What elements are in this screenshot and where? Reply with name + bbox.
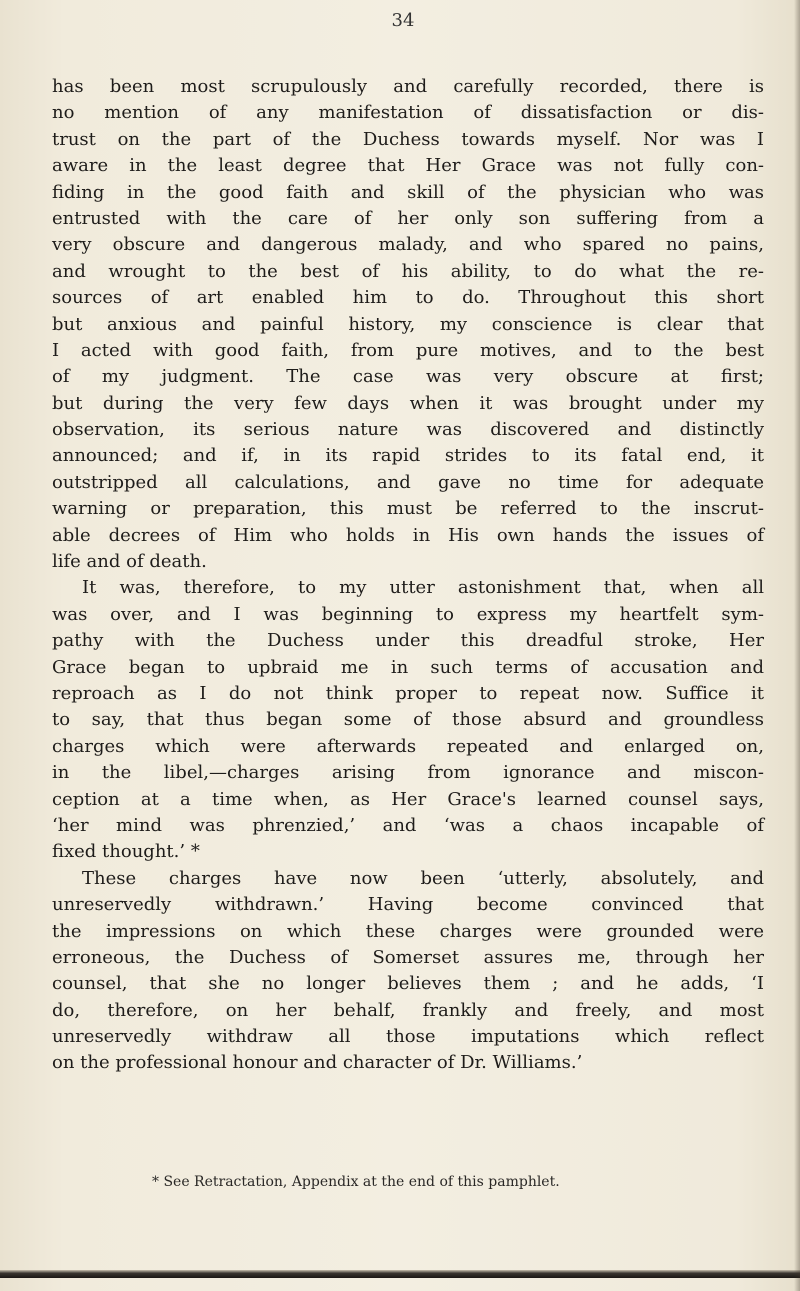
text-line: unreservedly withdrawn.’ Having become convinced that [52,894,764,916]
text-line: It was, therefore, to my utter astonishment that, when all [82,577,764,599]
page-number: 34 [391,10,415,31]
text-line: but during the very few days when it was brought under my [52,392,764,414]
text-line: in the libel,—charges arising from ignorance and miscon- [52,762,764,784]
text-line: of my judgment. The case was very obscure at first; [52,366,764,388]
text-line: I acted with good faith, from pure motives, and to the best [52,339,764,361]
page-bottom-edge [0,1270,800,1278]
page-right-edge [794,0,800,1291]
text-line: aware in the least degree that Her Grace was not fully con- [52,155,764,177]
text-line: observation, its serious nature was discovered and distinctly [52,419,764,441]
text-line: do, therefore, on her behalf, frankly and freely, and most [52,999,764,1021]
body-text [52,74,764,1077]
text-line: has been most scrupulously and carefully recorded, there is [52,76,764,97]
text-line: able decrees of Him who holds in His own hands the issues of [52,524,764,546]
text-line: pathy with the Duchess under this dreadful stroke, Her [52,630,764,652]
text-line: entrusted with the care of her only son suffering from a [52,207,764,229]
text-line: sources of art enabled him to do. Throughout this short [52,287,764,309]
text-line: on the professional honour and character of Dr. Williams.’ [52,1052,583,1074]
text-line: trust on the part of the Duchess towards myself. Nor was I [52,128,764,150]
text-line: very obscure and dangerous malady, and who spared no pains, [52,234,764,256]
text-line: counsel, that she no longer believes them ; and he adds, ‘I [52,973,764,995]
text-line: outstripped all calculations, and gave no time for adequate [52,471,764,493]
text-line: warning or preparation, this must be referred to the inscrut- [52,498,764,520]
text-line: but anxious and painful history, my conscience is clear that [52,313,764,335]
text-line: fixed thought.’ * [52,841,200,863]
text-line: charges which were afterwards repeated and enlarged on, [52,735,764,757]
text-line: no mention of any manifestation of dissatisfaction or dis- [52,102,764,124]
text-line: announced; and if, in its rapid strides to its fatal end, it [52,445,764,467]
text-line: erroneous, the Duchess of Somerset assures me, through her [52,946,764,968]
text-line: the impressions on which these charges were grounded were [52,920,764,942]
text-line: life and of death. [52,551,207,573]
text-line: reproach as I do not think proper to repeat now. Suffice it [52,682,764,704]
text-line: Grace began to upbraid me in such terms of accusation and [52,656,764,678]
text-line: ‘her mind was phrenzied,’ and ‘was a chaos incapable of [52,814,764,836]
text-line: was over, and I was beginning to express my heartfelt sym- [52,603,764,625]
footnote: * See Retractation, Appendix at the end of this pamphlet. [152,1174,560,1190]
text-line: fiding in the good faith and skill of the physician who was [52,181,764,203]
text-line: and wrought to the best of his ability, to do what the re- [52,260,764,282]
text-line: unreservedly withdraw all those imputations which reflect [52,1026,764,1048]
text-line: ception at a time when, as Her Grace's learned counsel says, [52,788,764,810]
text-line: to say, that thus began some of those absurd and groundless [52,709,764,731]
text-line: These charges have now been ‘utterly, absolutely, and [82,867,764,889]
